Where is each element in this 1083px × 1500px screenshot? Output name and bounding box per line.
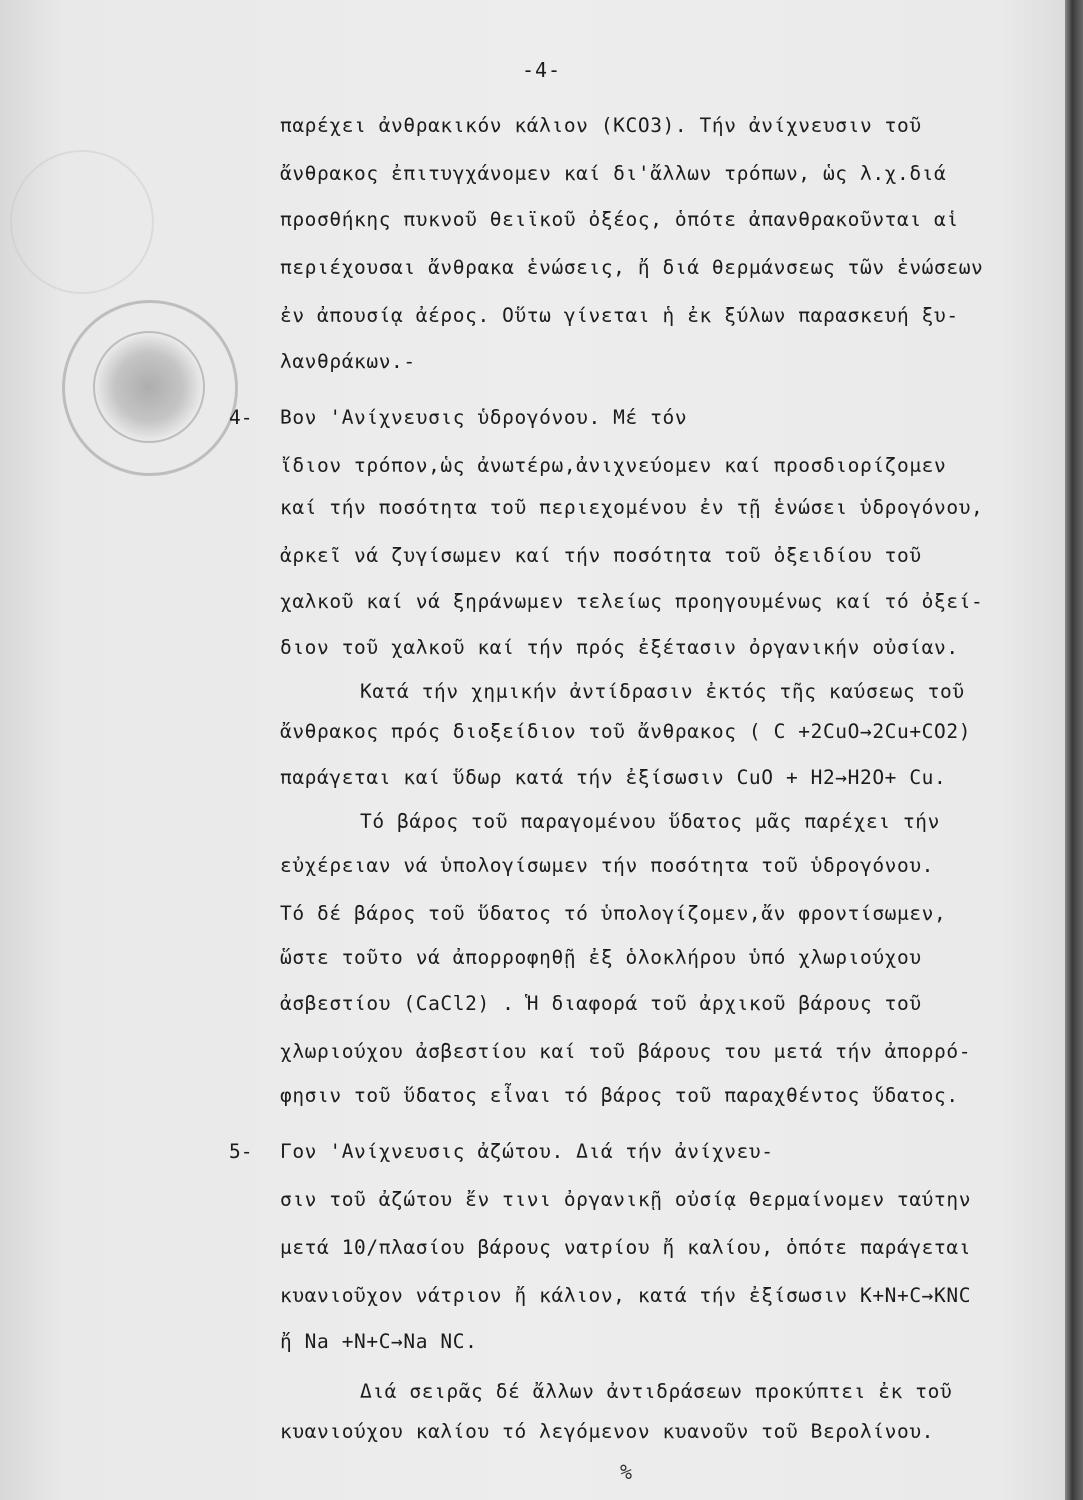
section-number: 4- <box>229 406 253 429</box>
text-line: κυανιοῦχον νάτριον ἤ κάλιον, κατά τήν ἐξίσωσιν K+N+C→KNC <box>280 1284 972 1307</box>
text-line: Διά σειρᾶς δέ ἄλλων ἀντιδράσεων προκύπτει ἐκ τοῦ <box>360 1380 953 1403</box>
text-line: κυανιούχου καλίου τό λεγόμενον κυανοῦν τοῦ Βερολίνου. <box>280 1420 935 1443</box>
page-number: -4- <box>521 58 562 82</box>
bottom-mark: % <box>620 1460 633 1484</box>
text-line: ἀρκεῖ νά ζυγίσωμεν καί τήν ποσότητα τοῦ ὀξειδίου τοῦ <box>280 544 922 567</box>
text-line: φησιν τοῦ ὕδατος εἶναι τό βάρος τοῦ παραχθέντος ὕδατος. <box>280 1084 959 1107</box>
text-line: εὐχέρειαν νά ὑπολογίσωμεν τήν ποσότητα τοῦ ὑδρογόνου. <box>280 854 935 877</box>
text-line: Τό βάρος τοῦ παραγομένου ὕδατος μᾶς παρέχει τήν <box>360 810 940 833</box>
text-line: ἄνθρακος πρός διοξείδιον τοῦ ἄνθρακος ( C +2CuO→2Cu+CO2) <box>280 720 972 743</box>
text-line: Τό δέ βάρος τοῦ ὕδατος τό ὑπολογίζομεν,ἄν φροντίσωμεν, <box>280 902 947 925</box>
text-line: ἴδιον τρόπον,ὡς ἀνωτέρω,ἀνιχνεύομεν καί προσδιορίζομεν <box>280 454 947 477</box>
text-line: ἤ Na +N+C→Na NC. <box>280 1330 478 1353</box>
text-line: διον τοῦ χαλκοῦ καί τήν πρός ἐξέτασιν ὀργανικήν οὐσίαν. <box>280 636 959 659</box>
text-line: περιέχουσαι ἄνθρακα ἑνώσεις, ἤ διά θερμάνσεως τῶν ἑνώσεων <box>280 256 984 279</box>
text-line: παράγεται καί ὕδωρ κατά τήν ἐξίσωσιν CuO + H2→H2O+ Cu. <box>280 766 947 789</box>
official-stamp <box>62 300 238 476</box>
text-line: σιν τοῦ ἀζώτου ἔν τινι ὀργανικῇ οὐσίᾳ θερμαίνομεν ταύτην <box>280 1188 972 1211</box>
text-line: ἄνθρακος ἐπιτυγχάνομεν καί δι'ἄλλων τρόπων, ὡς λ.χ.διά <box>280 162 947 185</box>
section-heading: Γον 'Ανίχνευσις ἀζώτου. Διά τήν ἀνίχνευ- <box>280 1140 774 1163</box>
faint-stamp-mark <box>10 150 154 294</box>
section-heading: Βον 'Ανίχνευσις ὑδρογόνου. Μέ τόν <box>280 406 688 429</box>
text-line: παρέχει ἀνθρακικόν κάλιον (ΚCO3). Τήν ἀνίχνευσιν τοῦ <box>280 114 922 137</box>
binding-edge <box>1065 0 1083 1500</box>
text-line: χλωριούχου ἀσβεστίου καί τοῦ βάρους του μετά τήν ἀπορρό- <box>280 1040 972 1063</box>
text-line: Κατά τήν χημικήν ἀντίδρασιν ἐκτός τῆς καύσεως τοῦ <box>360 680 965 703</box>
text-line: ἐν ἀπουσίᾳ ἀέρος. Οὕτω γίνεται ἡ ἐκ ξύλων παρασκευή ξυ- <box>280 304 959 327</box>
text-line: μετά 10/πλασίου βάρους νατρίου ἤ καλίου, ὁπότε παράγεται <box>280 1236 972 1259</box>
text-line: ἀσβεστίου (CaCl2) . Ἡ διαφορά τοῦ ἀρχικοῦ βάρους τοῦ <box>280 992 922 1015</box>
stamp-emblem <box>93 331 205 443</box>
text-line: ὥστε τοῦτο νά ἀπορροφηθῇ ἐξ ὁλοκλήρου ὑπό χλωριούχου <box>280 946 922 969</box>
text-line: προσθήκης πυκνοῦ θειϊκοῦ ὀξέος, ὁπότε ἀπανθρακοῦνται αἱ <box>280 208 959 231</box>
text-line: λανθράκων.- <box>280 350 416 373</box>
text-line: καί τήν ποσότητα τοῦ περιεχομένου ἐν τῇ ἑνώσει ὑδρογόνου, <box>280 496 984 519</box>
section-number: 5- <box>229 1140 253 1163</box>
text-line: χαλκοῦ καί νά ξηράνωμεν τελείως προηγουμένως καί τό ὀξεί- <box>280 590 984 613</box>
